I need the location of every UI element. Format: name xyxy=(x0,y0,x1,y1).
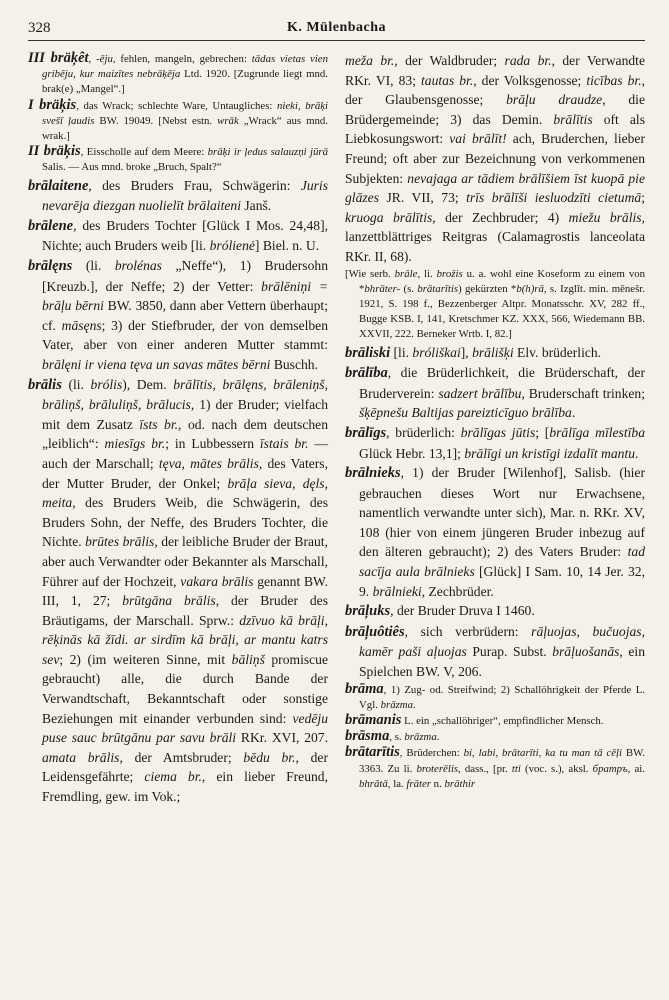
dictionary-entry: brālaitene, des Bruders Frau, Schwägerin: Juris nevarēja diezgan nuolielīt brālaiteni Janš. xyxy=(28,177,328,214)
dictionary-entry: brālęns (li. brolénas „Neffe“), 1) Brudersohn [Kreuzb.], der Neffe; 2) der Vetter: brālēniņi = brāļu bērni BW. 3850, dann aber Vettern überhaupt; cf. māsęns; 3) der Stiefbruder, der von demselben Vater, aber von einer anderen Mutter stammt: brālęni ir viena tęva un savas mātes bērni Buschh. xyxy=(28,258,329,372)
dictionary-entry: brāļuks, der Bruder Druva I 1460. xyxy=(345,603,535,620)
dictionary-entry: II bräķis, Eisscholle auf dem Meere: brāķi ir ļedus salauzņi jūrā Salis. — Aus mnd. broke „Bruch, Spalt?“ xyxy=(28,143,328,174)
page-number: 328 xyxy=(28,20,51,36)
dictionary-entry: brālīgs, brüderlich: brālīgas jūtis; [brālīga mīlestība Glück Hebr. 13,1]; brālīgi un kristīgi izdalīt mantu. xyxy=(345,424,645,461)
dictionary-entry: brātarītis, Brüderchen: bi, labi, brātarīti, ka tu man tā cēļi BW. 3363. Zu li. broterēlis, dass., [pr. tti (voc. s.), aksl. братръ, ai. bhrātā, la. frāter n. brāthir xyxy=(345,744,646,790)
dictionary-entry: brāma, 1) Zug- od. Streifwind; 2) Schallöhrigkeit der Pferde L. Vgl. brāzma. xyxy=(345,680,645,711)
dictionary-entry: brālis (li. brólis), Dem. brālītis, brālęns, brāleniņš, brāliņš, brāluliņš, brālucis, 1) der Bruder; vielfach mit dem Zusatz īsts br., od. nach dem deutschen „leiblich“: miesīgs br.; in Lubbessern īstais br. — auch der Marschall; tęva, mātes brālis, des Vaters, der Mutter Bruder, der Onkel; brāļa sieva, dęls, meita, des Bruders Weib, die Schwägerin, des Bruders Sohn, der Neffe, des Bruders Tochter, die Nichte. brūtes brālis, der leibliche Bruder der Braut, aber auch Verwandter oder Bekannter als Marschall, Führer auf der Hochzeit, vakara brālis genannt BW. III, 1, 27; brūtgāna brālis, der Bruder des Bräutigams, der Marschall. Sprw.: dzīvuo kā brāļi, rēķinās kā žīdi. ar sirdīm kā brāļi, ar mantu katrs sev; 2) (im weiteren Sinne, mit bāliņš promiscue gebraucht) alle, die durch Bande der Verwandtschaft, Bekanntschaft oder sonstige Beziehungen mit einander verbunden sind: vedēju puse sauc brūtgānu par savu brāli RKr. XVI, 207. amata brālis, der Amtsbruder; bēdu br., der Leidensgefährte; ciema br., ein lieber Freund, Fremdling, gew. im Vok.; xyxy=(28,376,329,805)
dictionary-entry: [Wie serb. brâle, li. brožis u. a. wohl eine Koseform zu einem von *bhrāter- (s. brātarītis) gekürzten *b(h)rā, s. Izglīt. min. mēnešr. 1921, S. 198 f., Bezzenberger Altpr. Monatsschr. XV, 282 ff., Bugge KSB. I, 141, Kretschmer KZ. XXX, 566, Wiedemann BB. XXVII, 222. Berneker Wrtb. I, 82.] xyxy=(345,267,646,341)
right-column xyxy=(345,51,645,807)
dictionary-entry: I bräķis, das Wrack; schlechte Ware, Untaugliches: nieki, brāķi svešī ļaudis BW. 19049. [Nebst estn. wrāk „Wrack“ aus mnd. wrak.] xyxy=(28,96,329,143)
running-head: K. Mülenbacha xyxy=(286,20,387,35)
two-column-text xyxy=(28,51,645,807)
dictionary-entry: brālene, des Bruders Tochter [Glück I Mos. 24,48], Nichte; auch Bruders weib [li. brólienė] Biel. n. U. xyxy=(28,217,328,254)
dictionary-entry: brāsma, s. brāzma. xyxy=(345,728,440,745)
left-column xyxy=(28,51,328,807)
page-header xyxy=(28,18,645,41)
dictionary-entry: brāliski [li. bróliškai], brālišķi Elv. brüderlich. xyxy=(345,344,602,361)
dictionary-entry: brāmanis L. ein „schallöhriger“, empfindlicher Mensch. xyxy=(345,712,604,729)
dictionary-entry: III bräķêt, -ēju, fehlen, mangeln, gebrechen: tādas vietas vien gribēju, kur maizītes nebrāķēja Ltd. 1920. [Zugrunde liegt mnd. brak(e) „Mangel“.] xyxy=(28,50,328,96)
dictionary-entry: brālnieks, 1) der Bruder [Wilenhof], Salisb. (hier gebrauchen dieses Wort nur Erwachsene, namentlich verwandte unter sich), Mar. n. RKr. XV, 108 (hier von einem jüngeren Bruder inbezug auf den älteren gebraucht); 2) des Vaters Bruder: tad sacīja aula brālnieks [Glück] I Sam. 10, 14 Jer. 32, 9. brālnieki, Zechbrüder. xyxy=(345,465,645,599)
dictionary-entry: brāļuôtiês, sich verbrüdern: rāļuojas, bučuojas, kamēr paši aļuojas Purap. Subst. brāļuošanās, ein Spielchen BW. V, 206. xyxy=(345,623,645,680)
dictionary-entry: brālība, die Brüderlichkeit, die Brüderschaft, der Bruderverein: sadzert brālību, Bruderschaft trinken; šķēpnešu Baltijas pareizticīguo brālība. xyxy=(345,365,646,421)
dictionary-entry: meža br., der Waldbruder; rada br., der Verwandte RKr. VI, 83; tautas br., der Volksgenosse; ticības br., der Glaubensgenosse; brāļu draudze, die Brüdergemeinde; 3) das Demin. brālītis oft als Liebkosungswort: vai brālīt! ach, Bruderchen, lieber Freund; oft aber zur Bezeichnung von verkommenen Subjekten: nevajaga ar tādiem brālīšiem īst kuopā pie glāzes JR. VII, 73; trīs brālīši iesluodzīti cietumā; kruoga brālītis, der Zechbruder; 4) miežu brālis, lanzettblättriges Reitgras (Calamagrostis lanceolata RKr. II, 68). xyxy=(345,53,645,264)
